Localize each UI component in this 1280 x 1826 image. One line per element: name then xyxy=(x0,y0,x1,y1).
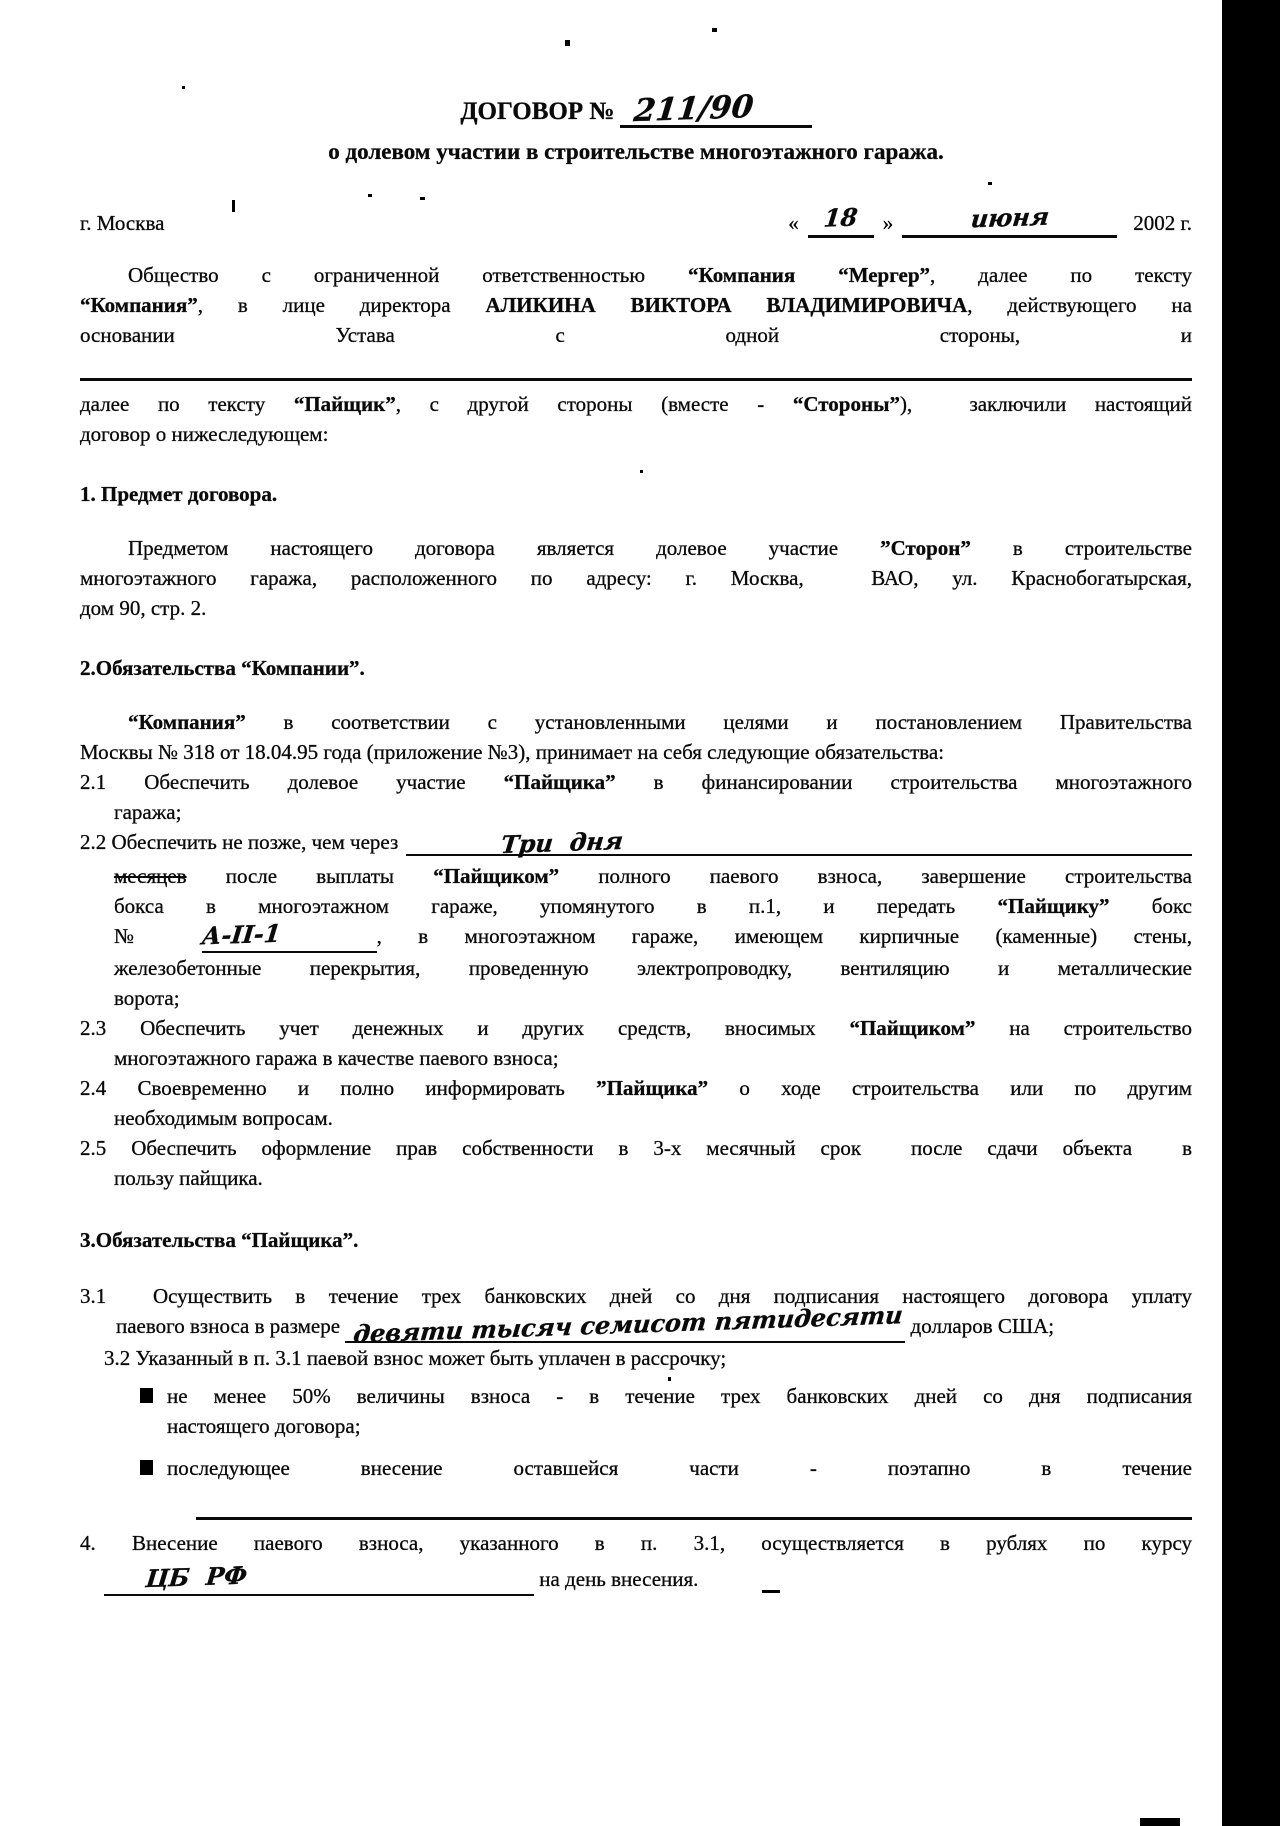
scan-speck xyxy=(1140,1818,1180,1826)
contract-title-label: ДОГОВОР № xyxy=(460,98,615,125)
bold-term: “Компания” xyxy=(80,293,198,317)
clause-3-1-line-1 xyxy=(80,1281,1192,1311)
contract-subtitle: о долевом участии в строительстве многоэтажного гаража. xyxy=(328,139,944,164)
bullet-square-icon xyxy=(140,1460,153,1475)
text-run: паевого взноса в размере xyxy=(116,1314,346,1338)
bold-term: “Компания” xyxy=(128,710,246,734)
date-quote-close: » xyxy=(882,211,894,235)
text-run: ворота; xyxy=(114,986,180,1010)
clause-4-line-2 xyxy=(102,1560,1192,1596)
text-run: 2.4 Своевременно и полно информировать xyxy=(80,1076,597,1100)
scan-speck xyxy=(762,1590,780,1593)
text-run: Общество с ограниченной ответственностью xyxy=(128,263,689,287)
scan-speck xyxy=(712,28,717,32)
text-run: Москвы № 318 от 18.04.95 года (приложение №3), принимает на себя следующие обязательства: xyxy=(80,740,945,764)
scan-speck xyxy=(368,194,372,197)
text-run: , действующего на xyxy=(967,293,1192,317)
bold-term: “Пайщиком” xyxy=(849,1016,976,1040)
clause-2-1-line-1 xyxy=(80,767,1192,797)
text-run: железобетонные перекрытия, проведенную электропроводку, вентиляцию и металлические xyxy=(114,956,1192,980)
payer-name-blank-line xyxy=(80,360,1192,381)
preamble-line-2 xyxy=(80,290,1192,320)
bullet-1-line-2 xyxy=(167,1411,1192,1441)
installment-blank-line xyxy=(196,1499,1192,1520)
text-run: в соответствии с установленными целями и постановлением Правительства xyxy=(245,710,1192,734)
scan-speck xyxy=(988,182,992,185)
fill-underline xyxy=(200,918,377,953)
text-run: бокс xyxy=(1109,894,1192,918)
scanner-edge-band xyxy=(1222,0,1280,1826)
clause-1-line-2 xyxy=(80,563,1192,593)
clause-2-3-line-1 xyxy=(80,1013,1192,1043)
preamble-line-1 xyxy=(128,260,1192,290)
fill-underline xyxy=(343,1300,905,1349)
place-label: г. Москва xyxy=(80,211,165,235)
clause-2-2-line-3 xyxy=(114,891,1192,921)
text-run: необходимым вопросам. xyxy=(114,1106,333,1130)
clause-2-2-line-1 xyxy=(80,827,1192,861)
text-run: основании Устава с одной стороны, и xyxy=(80,323,1192,347)
date-month-handwritten: июня xyxy=(969,201,1051,234)
bold-term: “Стороны” xyxy=(792,392,900,416)
scan-speck xyxy=(668,1377,671,1381)
text-run: после выплаты xyxy=(186,864,434,888)
text-run: месяцев xyxy=(114,864,187,888)
date-group xyxy=(788,201,1192,238)
text-run: 2.3 Обеспечить учет денежных и других средств, вносимых xyxy=(80,1016,850,1040)
bold-term: “Пайщику” xyxy=(997,894,1110,918)
scan-speck xyxy=(232,200,235,212)
place-date-row xyxy=(80,194,1192,238)
text-run: Предметом настоящего договора является долевое участие xyxy=(128,536,881,560)
clause-1-line-3 xyxy=(80,593,1192,623)
bullet-1-line-1 xyxy=(140,1381,1192,1411)
clause-2-2-line-6 xyxy=(114,983,1192,1013)
text-run: , далее по тексту xyxy=(930,263,1192,287)
contract-document xyxy=(80,88,1193,1596)
scan-speck xyxy=(565,40,570,46)
text-run: 4. Внесение паевого взноса, указанного в п. 3.1, осуществляется в рублях по курсу xyxy=(80,1531,1192,1555)
text-run: , в лице директора xyxy=(197,293,486,317)
date-day-handwritten: 18 xyxy=(822,202,860,233)
clause-2-2-line-4 xyxy=(114,918,1192,953)
text-run: пользу пайщика. xyxy=(114,1166,263,1190)
clause-2-5-line-2 xyxy=(114,1163,1192,1193)
handwritten-entry: Три дня xyxy=(499,825,625,860)
text-run: 2.1 Обеспечить долевое участие xyxy=(80,770,504,794)
text-run: ), заключили настоящий xyxy=(899,392,1193,416)
text-run: 3.1 Осуществить в течение трех банковских дней со дня подписания настоящего договора уплату xyxy=(80,1284,1192,1308)
clause-4-line-1 xyxy=(80,1528,1192,1558)
text-run: в финансировании строительства многоэтажного xyxy=(615,770,1192,794)
text-run: 2.5 Обеспечить оформление прав собственности в 3-х месячный срок после сдачи объекта в xyxy=(80,1136,1192,1160)
date-quote-open: « xyxy=(788,211,799,235)
contract-title xyxy=(80,88,1192,132)
clause-3-1-line-2 xyxy=(116,1300,1192,1349)
text-run: гаража; xyxy=(114,800,182,824)
text-run: о ходе строительства или по другим xyxy=(708,1076,1192,1100)
clause-3-2-line-1 xyxy=(104,1343,1192,1373)
clause-2-1-line-2 xyxy=(114,797,1192,827)
heading-section-1 xyxy=(80,479,1192,509)
bold-term: “Пайщик” xyxy=(293,392,396,416)
preamble-line-5 xyxy=(80,419,1192,449)
clause-2-3-line-2 xyxy=(114,1043,1192,1073)
text-run: последующее внесение оставшейся части - поэтапно в течение xyxy=(167,1456,1192,1480)
text-run: бокса в многоэтажном гараже, упомянутого в п.1, и передать xyxy=(114,894,998,918)
date-year: 2002 г. xyxy=(1133,211,1192,235)
text-run: далее по тексту xyxy=(80,392,294,416)
bullet-2-line-1 xyxy=(140,1453,1192,1483)
fill-underline xyxy=(102,1560,534,1596)
clause-1-line-1 xyxy=(128,533,1192,563)
text-run: дом 90, стр. 2. xyxy=(80,596,207,620)
scan-speck xyxy=(182,86,185,89)
clause-2-4-line-2 xyxy=(114,1103,1192,1133)
heading-section-3 xyxy=(80,1225,1192,1255)
preamble-line-4 xyxy=(80,389,1192,419)
clause-2-2-line-5 xyxy=(114,953,1192,983)
text-run: на строительство xyxy=(975,1016,1192,1040)
bold-term: 3.Обязательства “Пайщика”. xyxy=(80,1228,359,1252)
bold-term: “Пайщика” xyxy=(503,770,616,794)
text-run: долларов США; xyxy=(905,1314,1055,1338)
handwritten-entry: девяти тысяч семисот пятидесяти xyxy=(343,1300,905,1349)
text-run: № xyxy=(114,924,202,948)
text-run: многоэтажного гаража в качестве паевого взноса; xyxy=(114,1046,559,1070)
clause-2-5-line-1 xyxy=(80,1133,1192,1163)
bullet-square-icon xyxy=(140,1388,153,1403)
clause-2-2-line-2 xyxy=(114,861,1192,891)
text-run: на день внесения. xyxy=(534,1567,699,1591)
preamble-line-3 xyxy=(80,320,1192,350)
scan-speck xyxy=(420,197,425,200)
bold-term: “Компания “Мергер” xyxy=(688,263,930,287)
date-day-underline xyxy=(808,204,874,238)
bold-term: АЛИКИНА ВИКТОРА ВЛАДИМИРОВИЧА xyxy=(485,293,968,317)
bold-term: 2.Обязательства “Компании”. xyxy=(80,656,365,680)
handwritten-entry: А-II-1 xyxy=(200,918,282,951)
text-run: договор о нижеследующем: xyxy=(80,422,329,446)
text-run: , в многоэтажном гараже, имеющем кирпичные (каменные) стены, xyxy=(376,924,1192,948)
text-run: полного паевого взноса, завершение строительства xyxy=(559,864,1192,888)
text-run: в строительстве xyxy=(970,536,1192,560)
bold-term: 1. Предмет договора. xyxy=(80,482,278,506)
contract-number-handwritten: 211/90 xyxy=(632,88,756,130)
text-run: , с другой стороны (вместе - xyxy=(395,392,793,416)
text-run: 3.2 Указанный в п. 3.1 паевой взнос может быть уплачен в рассрочку; xyxy=(104,1346,727,1370)
bold-term: ”Сторон” xyxy=(880,536,971,560)
clause-2-intro-line-2 xyxy=(80,737,1192,767)
text-run: не менее 50% величины взноса - в течение трех банковских дней со дня подписания xyxy=(167,1384,1192,1408)
text-run: 2.2 Обеспечить не позже, чем через xyxy=(80,830,399,854)
text-run: настоящего договора; xyxy=(167,1414,361,1438)
clause-2-4-line-1 xyxy=(80,1073,1192,1103)
text-run: многоэтажного гаража, расположенного по адресу: г. Москва, ВАО, ул. Краснобогатырская, xyxy=(80,566,1192,590)
date-month-underline xyxy=(902,201,1117,238)
scan-speck xyxy=(640,470,643,473)
clause-2-intro-line-1 xyxy=(128,707,1192,737)
fill-underline xyxy=(406,825,1192,860)
bold-term: “Пайщиком” xyxy=(433,864,560,888)
contract-number-underline xyxy=(620,88,811,130)
document-flow xyxy=(80,260,1192,1596)
handwritten-entry: ЦБ РФ xyxy=(102,1560,249,1595)
bold-term: ”Пайщика” xyxy=(596,1076,709,1100)
heading-section-2 xyxy=(80,653,1192,683)
